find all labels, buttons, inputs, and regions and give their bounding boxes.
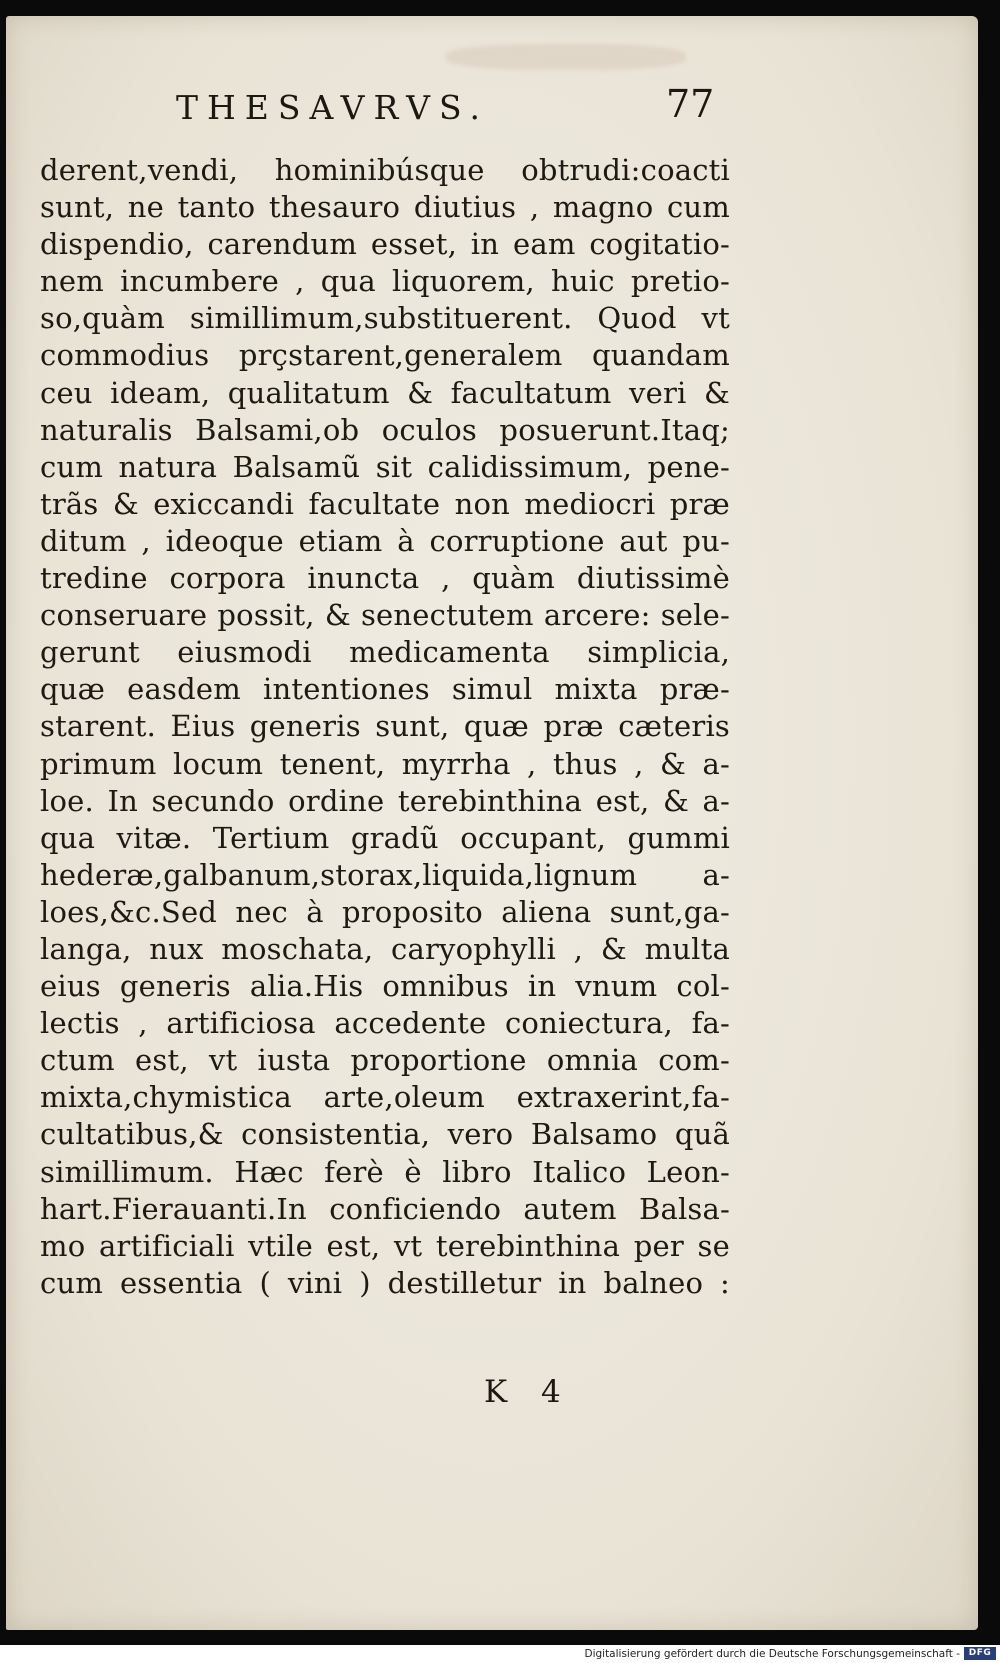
text-line: loe. In secundo ordine terebinthina est, & a- bbox=[40, 783, 730, 818]
text-line: ceu ideam, qualitatum & facultatum veri & bbox=[40, 375, 730, 410]
text-line: hederæ,galbanum,storax,liquida,lignum a- bbox=[40, 857, 730, 892]
text-line: eius generis alia.His omnibus in vnum col- bbox=[40, 969, 730, 1004]
text-line: langa, nux moschata, caryophylli , & multa bbox=[40, 931, 730, 966]
text-line: lectis , artificiosa accedente coniectura, fa- bbox=[40, 1006, 730, 1041]
text-line: simillimum. Hæc ferè è libro Italico Leon- bbox=[40, 1154, 730, 1189]
text-line: starent. Eius generis sunt, quæ præ cæteris bbox=[40, 709, 730, 744]
text-line: mo artificiali vtile est, vt terebinthina per se bbox=[40, 1228, 730, 1263]
text-line: cultatibus,& consistentia, vero Balsamo quã bbox=[40, 1117, 730, 1152]
book-page bbox=[6, 16, 978, 1630]
signature-mark: K 4 bbox=[484, 1374, 573, 1410]
text-line: naturalis Balsami,ob oculos posuerunt.Itaq; bbox=[40, 412, 730, 447]
text-line: ditum , ideoque etiam à corruptione aut pu- bbox=[40, 523, 730, 558]
dfg-logo: DFG bbox=[964, 1647, 996, 1660]
ink-bleed-stain bbox=[446, 44, 686, 70]
text-line: conseruare possit, & senectutem arcere: sele- bbox=[40, 598, 730, 633]
text-line: hart.Fierauanti.In conficiendo autem Balsa- bbox=[40, 1191, 730, 1226]
text-line: derent,vendi, hominibúsque obtrudi:coacti bbox=[40, 153, 730, 187]
text-line: nem incumbere , qua liquorem, huic pretio- bbox=[40, 264, 730, 299]
digitization-credit: Digitalisierung gefördert durch die Deutsche Forschungsgemeinschaft - bbox=[584, 1648, 960, 1660]
text-line: ctum est, vt iusta proportione omnia com- bbox=[40, 1043, 730, 1078]
text-line: so,quàm simillimum,substituerent. Quod vt bbox=[40, 301, 730, 336]
text-line: quæ easdem intentiones simul mixta præ- bbox=[40, 672, 730, 707]
text-line: cum natura Balsamũ sit calidissimum, pene- bbox=[40, 449, 730, 484]
page-number: 77 bbox=[666, 82, 715, 126]
text-line: tredine corpora inuncta , quàm diutissimè bbox=[40, 561, 730, 596]
body-text bbox=[40, 152, 730, 1302]
text-line: loes,&c.Sed nec à proposito aliena sunt,ga- bbox=[40, 894, 730, 929]
text-line: gerunt eiusmodi medicamenta simplicia, bbox=[40, 635, 730, 670]
text-line: primum locum tenent, myrrha , thus , & a- bbox=[40, 746, 730, 781]
running-head: THESAVRVS. bbox=[176, 88, 489, 127]
text-line: mixta,chymistica arte,oleum extraxerint,fa- bbox=[40, 1080, 730, 1115]
text-line: cum essentia ( vini ) destilletur in balneo : bbox=[40, 1265, 730, 1300]
text-line: trãs & exiccandi facultate non mediocri præ bbox=[40, 486, 730, 521]
text-line: commodius prçstarent,generalem quandam bbox=[40, 338, 730, 373]
text-line: qua vitæ. Tertium gradũ occupant, gummi bbox=[40, 820, 730, 855]
text-line: sunt, ne tanto thesauro diutius , magno cum bbox=[40, 190, 730, 225]
text-line: dispendio, carendum esset, in eam cogitatio- bbox=[40, 227, 730, 262]
